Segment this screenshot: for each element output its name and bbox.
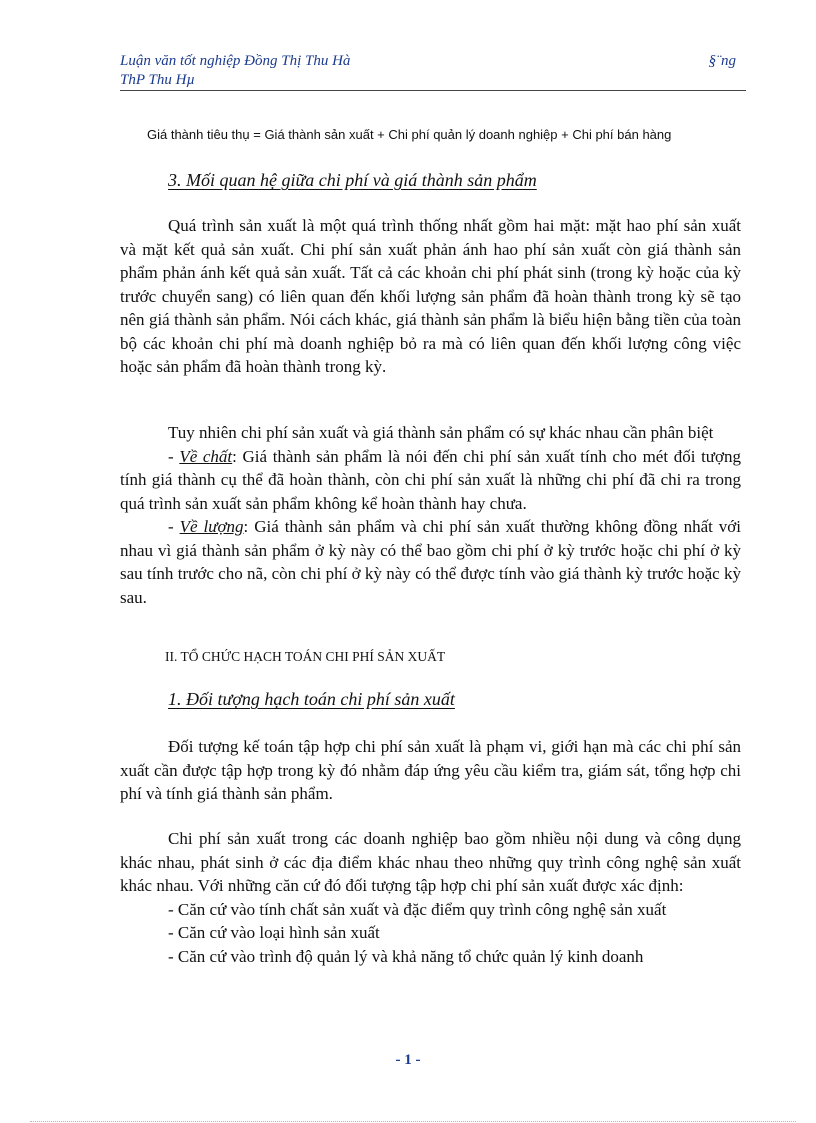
list-item: - Căn cứ vào loại hình sản xuất — [168, 923, 380, 942]
paragraph-text: Đối tượng kế toán tập hợp chi phí sản xuất là phạm vi, giới hạn mà các chi phí sản xuất cần được tập hợp trong kỳ đó nhằm đáp ứng yêu cầu kiểm tra, giám sát, tổng hợp chi phí và tính giá thành sản phẩm. — [120, 737, 741, 803]
bullet-dash: - — [168, 517, 180, 536]
section-heading-1: 1. Đối tượng hạch toán chi phí sản xuất — [168, 689, 455, 709]
chapter-heading: II. TỔ CHỨC HẠCH TOÁN CHI PHÍ SẢN XUẤT — [165, 649, 446, 664]
distinction-quality — [120, 445, 741, 516]
section2-paragraph-2 — [120, 827, 741, 968]
page-number: - 1 - — [395, 1052, 421, 1068]
paragraph-text: Quá trình sản xuất là một quá trình thống nhất gồm hai mặt: mặt hao phí sản xuất và mặt kết quả sản xuất. Chi phí sản xuất phản ánh hao phí sản xuất còn giá thành sản phẩm phản ánh kết quả sản xuất. Tất cả các khoản chi phí phát sinh (trong kỳ hoặc của kỳ trước chuyển sang) có liên quan đến khối lượng sản phẩm đã hoàn thành trong kỳ sẽ tạo nên giá thành sản phẩm. Nói cách khác, giá thành sản phẩm là biểu hiện bằng tiền của toàn bộ các khoản chi phí mà doanh nghiệp bỏ ra mà có liên quan đến khối lượng công việc hoặc sản phẩm đã hoàn thành trong kỳ. — [120, 216, 741, 376]
section3-paragraph-2 — [120, 421, 741, 609]
term-text: : Giá thành sản phẩm và chi phí sản xuất thường không đồng nhất với nhau vì giá thành sản phẩm ở kỳ này có thể bao gồm chi phí ở kỳ trước hoặc chi phí ở kỳ sau tính trước cho nã, còn chi phí ở kỳ này có thể được tính vào giá thành kỳ trước hoặc kỳ sau. — [120, 517, 741, 607]
list-item: - Căn cứ vào tính chất sản xuất và đặc điểm quy trình công nghệ sản xuất — [168, 899, 667, 919]
list-item: - Căn cứ vào trình độ quản lý và khả năng tổ chức quản lý kinh doanh — [168, 946, 644, 966]
header-subtitle: ThP Thu Hµ — [120, 72, 196, 88]
section-heading-3: 3. Mối quan hệ giữa chi phí và giá thành sản phẩm — [168, 170, 537, 190]
section3-paragraph-1 — [120, 214, 741, 379]
page-header — [120, 52, 746, 91]
section2-paragraph-1 — [120, 735, 741, 806]
header-left — [120, 52, 350, 90]
term-label: Về chất — [179, 446, 233, 466]
paragraph-text: Chi phí sản xuất trong các doanh nghiệp bao gồm nhiều nội dung và công dụng khác nhau, phát sinh ở các địa điểm khác nhau theo những quy trình công nghệ sản xuất khác nhau. Với những căn cứ đó đối tượng tập hợp chi phí sản xuất được xác định: — [120, 829, 741, 895]
header-title: Luận văn tốt nghiệp Đồng Thị Thu Hà — [120, 53, 351, 69]
distinction-quantity — [120, 515, 741, 609]
cost-formula: Giá thành tiêu thụ = Giá thành sản xuất + Chi phí quản lý doanh nghiệp + Chi phí bán hàng — [147, 127, 672, 142]
term-label: Về lượng — [179, 517, 244, 536]
paragraph-text: Tuy nhiên chi phí sản xuất và giá thành sản phẩm có sự khác nhau cần phân biệt — [168, 423, 714, 442]
page-bottom-divider — [30, 1121, 796, 1122]
header-right: §¨ng — [708, 53, 736, 69]
term-text: : Giá thành sản phẩm là nói đến chi phí sản xuất tính cho mét đối tượng tính giá thành cụ thể đã hoàn thành, còn chi phí sản xuất là những chi phí đã chi ra trong quá trình sản xuất sản phẩm không kể hoàn thành hay chưa. — [120, 446, 741, 513]
bullet-dash: - — [168, 446, 180, 466]
